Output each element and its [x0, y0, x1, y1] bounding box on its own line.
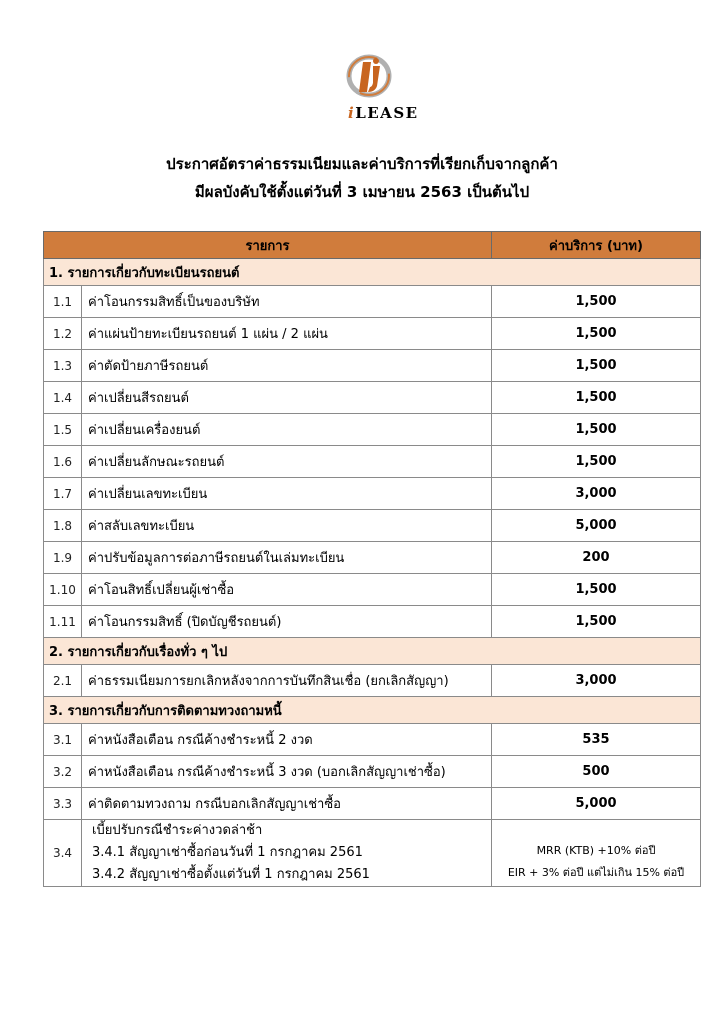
item-number: 1.6: [44, 446, 82, 478]
announcement-effective-date: มีผลบังคับใช้ตั้งแต่วันที่ 3 เมษายน 2563 เป็นต้นไป: [194, 183, 530, 201]
item-number: 3.3: [44, 788, 82, 820]
table-row: [44, 382, 701, 414]
item-fee: 1,500: [492, 414, 701, 446]
item-fee: 1,500: [492, 446, 701, 478]
item-fee: 1,500: [492, 286, 701, 318]
item-description: ค่าเปลี่ยนเลขทะเบียน: [82, 478, 492, 510]
table-row: [44, 756, 701, 788]
fee-table: [43, 231, 701, 887]
item-description: ค่าหนังสือเตือน กรณีค้างชำระหนี้ 3 งวด (บอกเลิกสัญญาเช่าซื้อ): [82, 756, 492, 788]
penalty-sub-2: 3.4.2 สัญญาเช่าซื้อตั้งแต่วันที่ 1 กรกฎาคม 2561: [92, 867, 370, 882]
section-row: [44, 259, 701, 286]
table-row: [44, 606, 701, 638]
table-row: [44, 414, 701, 446]
table-row-penalty: [44, 820, 701, 887]
item-fee: 535: [492, 724, 701, 756]
table-row: [44, 478, 701, 510]
item-description: ค่าธรรมเนียมการยกเลิกหลังจากการบันทึกสินเชื่อ (ยกเลิกสัญญา): [82, 665, 492, 697]
ilease-wordmark: iLEASE: [348, 104, 419, 122]
item-description: ค่าตัดป้ายภาษีรถยนต์: [82, 350, 492, 382]
table-row: [44, 665, 701, 697]
item-number: 1.11: [44, 606, 82, 638]
item-fee: 1,500: [492, 606, 701, 638]
penalty-title: เบี้ยปรับกรณีชำระค่างวดล่าช้า: [92, 823, 263, 838]
item-number: 3.2: [44, 756, 82, 788]
item-description: ค่าเปลี่ยนลักษณะรถยนต์: [82, 446, 492, 478]
item-number: 2.1: [44, 665, 82, 697]
item-number: 1.8: [44, 510, 82, 542]
table-row: [44, 350, 701, 382]
item-fee: 5,000: [492, 788, 701, 820]
item-fee: 1,500: [492, 574, 701, 606]
item-fee: 5,000: [492, 510, 701, 542]
penalty-sub-1: 3.4.1 สัญญาเช่าซื้อก่อนวันที่ 1 กรกฎาคม 2561: [92, 845, 363, 860]
item-description: ค่าติดตามทวงถาม กรณีบอกเลิกสัญญาเช่าซื้อ: [82, 788, 492, 820]
item-description: ค่าโอนกรรมสิทธิ์เป็นของบริษัท: [82, 286, 492, 318]
table-header-row: [44, 232, 701, 259]
fee-spacer: [492, 822, 700, 840]
item-description: ค่าปรับข้อมูลการต่อภาษีรถยนต์ในเล่มทะเบียน: [82, 542, 492, 574]
penalty-fee-2: EIR + 3% ต่อปี แต่ไม่เกิน 15% ต่อปี: [507, 866, 685, 879]
item-number: 1.9: [44, 542, 82, 574]
item-number: 1.4: [44, 382, 82, 414]
item-fee: 1,500: [492, 350, 701, 382]
table-row: [44, 510, 701, 542]
section-title: 1. รายการเกี่ยวกับทะเบียนรถยนต์: [44, 259, 701, 286]
item-number: 1.2: [44, 318, 82, 350]
header-fee: ค่าบริการ (บาท): [492, 232, 701, 259]
section-row: [44, 697, 701, 724]
announcement-title: ประกาศอัตราค่าธรรมเนียมและค่าบริการที่เรียกเก็บจากลูกค้า: [166, 155, 558, 173]
table-row: [44, 542, 701, 574]
table-row: [44, 574, 701, 606]
section-title: 3. รายการเกี่ยวกับการติดตามทวงถามหนี้: [44, 697, 701, 724]
table-row: [44, 724, 701, 756]
item-number: 1.10: [44, 574, 82, 606]
item-description: ค่าหนังสือเตือน กรณีค้างชำระหนี้ 2 งวด: [82, 724, 492, 756]
table-row: [44, 286, 701, 318]
item-description: ค่าโอนสิทธิ์เปลี่ยนผู้เช่าซื้อ: [82, 574, 492, 606]
item-fee: 1,500: [492, 318, 701, 350]
table-row: [44, 318, 701, 350]
section-title: 2. รายการเกี่ยวกับเรื่องทั่ว ๆ ไป: [44, 638, 701, 665]
penalty-fee-1: MRR (KTB) +10% ต่อปี: [536, 844, 656, 857]
item-description: ค่าแผ่นป้ายทะเบียนรถยนต์ 1 แผ่น / 2 แผ่น: [82, 318, 492, 350]
table-row: [44, 788, 701, 820]
item-number: 3.4: [44, 820, 82, 887]
header-item: รายการ: [44, 232, 492, 259]
item-fee: 1,500: [492, 382, 701, 414]
item-description: [82, 820, 492, 887]
item-fee: 3,000: [492, 478, 701, 510]
item-description: ค่าเปลี่ยนเครื่องยนต์: [82, 414, 492, 446]
item-number: 1.1: [44, 286, 82, 318]
item-number: 1.3: [44, 350, 82, 382]
item-fee: 500: [492, 756, 701, 788]
item-number: 1.5: [44, 414, 82, 446]
item-description: ค่าสลับเลขทะเบียน: [82, 510, 492, 542]
item-fee: [492, 820, 701, 887]
item-fee: 200: [492, 542, 701, 574]
ilease-logo-mark: [340, 52, 420, 102]
item-description: ค่าเปลี่ยนสีรถยนต์: [82, 382, 492, 414]
item-number: 1.7: [44, 478, 82, 510]
section-row: [44, 638, 701, 665]
table-row: [44, 446, 701, 478]
item-fee: 3,000: [492, 665, 701, 697]
item-description: ค่าโอนกรรมสิทธิ์ (ปิดบัญชีรถยนต์): [82, 606, 492, 638]
item-number: 3.1: [44, 724, 82, 756]
